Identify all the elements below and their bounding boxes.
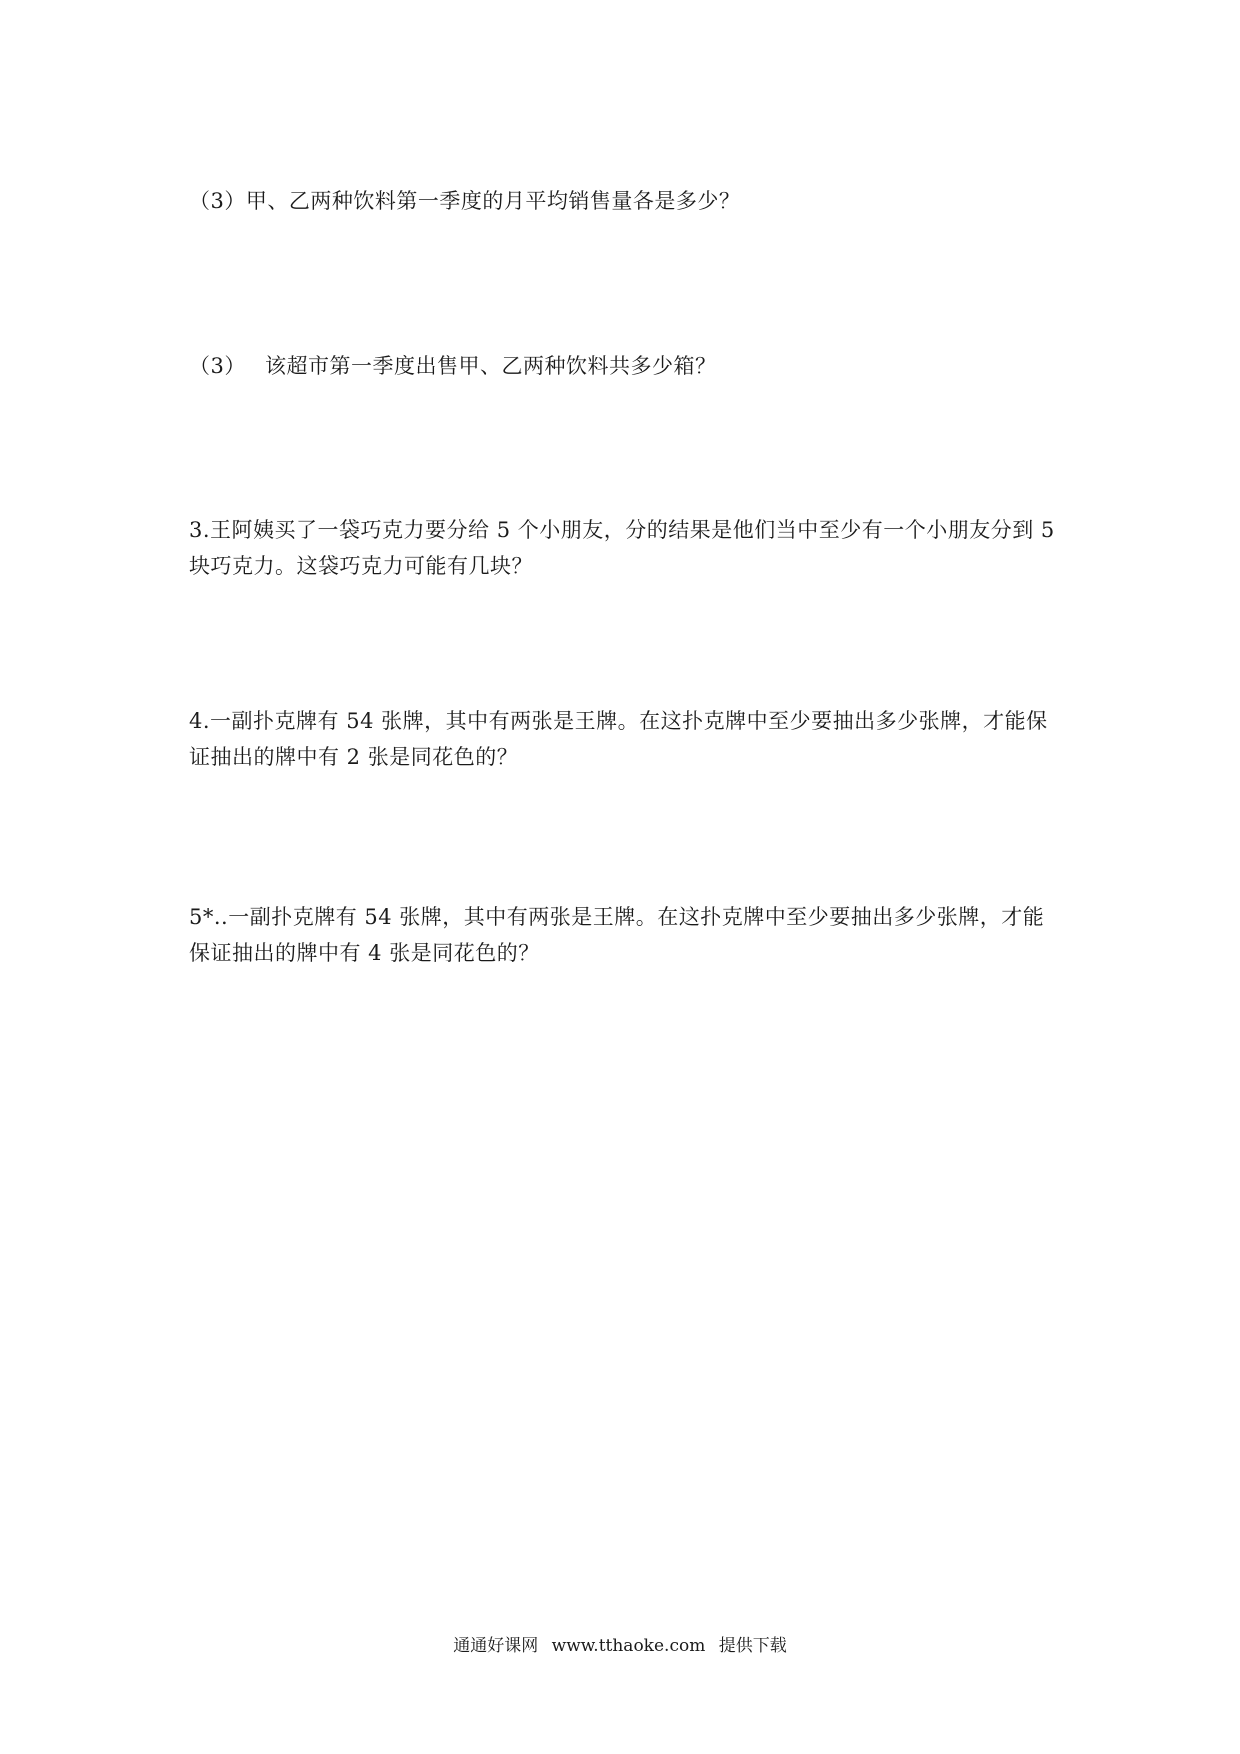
- question-number: （3）: [189, 354, 246, 378]
- footer-site-name: 通通好课网: [453, 1636, 539, 1656]
- question-3-sub-total: [189, 348, 1059, 384]
- question-4-cards: 4.一副扑克牌有 54 张牌，其中有两张是王牌。在这扑克牌中至少要抽出多少张牌，才能保证抽出的牌中有 2 张是同花色的？: [189, 709, 1048, 769]
- question-3-chocolate: 3.王阿姨买了一袋巧克力要分给 5 个小朋友，分的结果是他们当中至少有一个小朋友分到 5 块巧克力。这袋巧克力可能有几块？: [189, 518, 1055, 578]
- page-footer: [0, 1634, 1240, 1658]
- question-text: 该超市第一季度出售甲、乙两种饮料共多少箱？: [265, 354, 717, 378]
- footer-action: 提供下载: [718, 1636, 787, 1656]
- question-number: （3）: [189, 189, 246, 213]
- question-3-sub-average: [189, 183, 1059, 219]
- footer-url: www.tthaoke.com: [551, 1636, 706, 1656]
- question-5-cards: 5*..一副扑克牌有 54 张牌，其中有两张是王牌。在这扑克牌中至少要抽出多少张牌，才能保证抽出的牌中有 4 张是同花色的？: [189, 905, 1045, 965]
- question-text: 甲、乙两种饮料第一季度的月平均销售量各是多少？: [245, 189, 741, 213]
